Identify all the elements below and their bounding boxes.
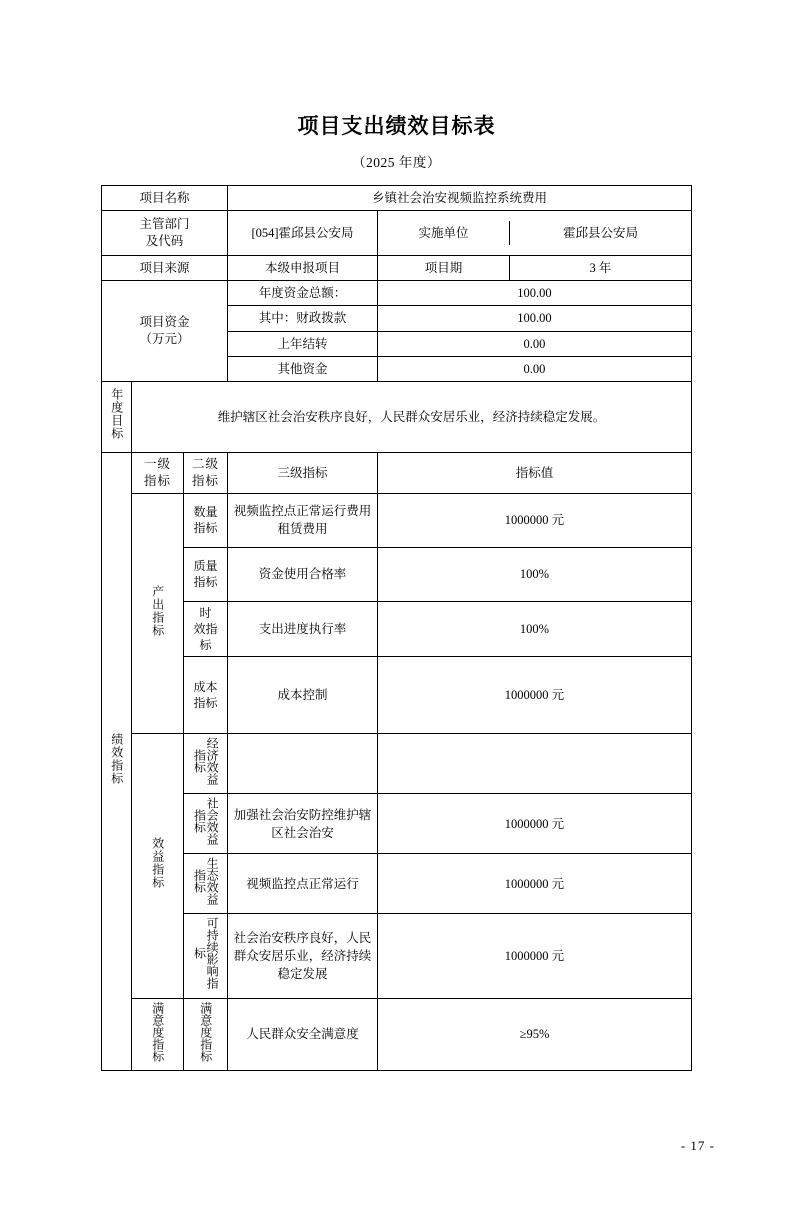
table-row (101, 256, 691, 281)
level2-economic: 经济效益指标 (183, 734, 227, 794)
level3-sustainable: 社会治安秩序良好，人民群众安居乐业，经济持续稳定发展 (227, 914, 377, 998)
level2-satisfaction: 满意度指标 (183, 998, 227, 1070)
table-row (101, 601, 691, 657)
dept-value: [054]霍邱县公安局 (227, 211, 377, 256)
table-row (101, 281, 691, 306)
table-row (101, 854, 691, 914)
level2-ecological: 生态效益指标 (183, 854, 227, 914)
period-value: 3 年 (589, 261, 612, 276)
value-cost: 1000000 元 (377, 657, 691, 734)
fund-label-2: 上年结转 (227, 331, 377, 356)
table-row (101, 493, 691, 547)
source-value: 本级申报项目 (227, 256, 377, 281)
value-social: 1000000 元 (377, 794, 691, 854)
level2-social: 社会效益指标 (183, 794, 227, 854)
page-title: 项目支出绩效目标表 (297, 114, 496, 138)
level2-sustainable: 可持续影响指标 (183, 914, 227, 998)
indicator-header-value: 指标值 (377, 452, 691, 493)
value-ecological: 1000000 元 (377, 854, 691, 914)
implement-value: 霍邱县公安局 (562, 226, 638, 241)
funds-label: 项目资金 （万元） (101, 281, 227, 382)
fund-label-0: 年度资金总额： (227, 281, 377, 306)
table-row (101, 657, 691, 734)
fund-label-3: 其他资金 (227, 356, 377, 381)
document-page (0, 110, 793, 1232)
group-label-satisfaction: 满意度指标 (131, 998, 183, 1070)
group-label-output: 产出指标 (131, 493, 183, 734)
dept-label: 主管部门 及代码 (101, 211, 227, 256)
annual-goal-label: 年度目标 (101, 381, 131, 452)
annual-goal-text: 维护辖区社会治安秩序良好，人民群众安居乐业，经济持续稳定发展。 (131, 381, 691, 452)
value-quality: 100% (377, 547, 691, 601)
group-label-benefit: 效益指标 (131, 734, 183, 999)
level2-quality: 质量 指标 (183, 547, 227, 601)
level3-quality: 资金使用合格率 (227, 547, 377, 601)
value-quantity: 1000000 元 (377, 493, 691, 547)
value-timeliness: 100% (377, 601, 691, 657)
indicator-header-level2: 二级 指标 (183, 452, 227, 493)
level3-quantity: 视频监控点正常运行费用租赁费用 (227, 493, 377, 547)
page-subtitle: （2025 年度） (352, 155, 441, 170)
level3-ecological: 视频监控点正常运行 (227, 854, 377, 914)
table-row (101, 914, 691, 998)
indicator-header-level3: 三级指标 (227, 452, 377, 493)
table-row (101, 186, 691, 211)
indicator-header-level1: 一级 指标 (131, 452, 183, 493)
value-satisfaction: ≥95% (377, 998, 691, 1070)
level3-economic (227, 734, 377, 794)
table-row (101, 381, 691, 452)
value-economic (377, 734, 691, 794)
value-sustainable: 1000000 元 (377, 914, 691, 998)
performance-label: 绩效指标 (101, 452, 131, 1070)
table-row (101, 998, 691, 1070)
level2-cost: 成本 指标 (183, 657, 227, 734)
table-row (101, 734, 691, 794)
project-name-value: 乡镇社会治安视频监控系统费用 (227, 186, 691, 211)
fund-label-1: 其中：财政拨款 (227, 306, 377, 331)
period-label: 项目期 (378, 256, 509, 280)
table-row (101, 794, 691, 854)
fund-value-3: 0.00 (377, 356, 691, 381)
project-name-label: 项目名称 (101, 186, 227, 211)
fund-value-2: 0.00 (377, 331, 691, 356)
level3-cost: 成本控制 (227, 657, 377, 734)
implement-label: 实施单位 (378, 221, 509, 245)
page-number: - 17 - (680, 1138, 715, 1153)
table-row (101, 547, 691, 601)
level2-timeliness: 时 效指标 (183, 601, 227, 657)
table-row (101, 452, 691, 493)
source-label: 项目来源 (101, 256, 227, 281)
level3-timeliness: 支出进度执行率 (227, 601, 377, 657)
level3-social: 加强社会治安防控维护辖区社会治安 (227, 794, 377, 854)
fund-value-1: 100.00 (377, 306, 691, 331)
level3-satisfaction: 人民群众安全满意度 (227, 998, 377, 1070)
performance-target-table (101, 185, 692, 1071)
level2-quantity: 数量 指标 (183, 493, 227, 547)
fund-value-0: 100.00 (377, 281, 691, 306)
table-row (101, 211, 691, 256)
